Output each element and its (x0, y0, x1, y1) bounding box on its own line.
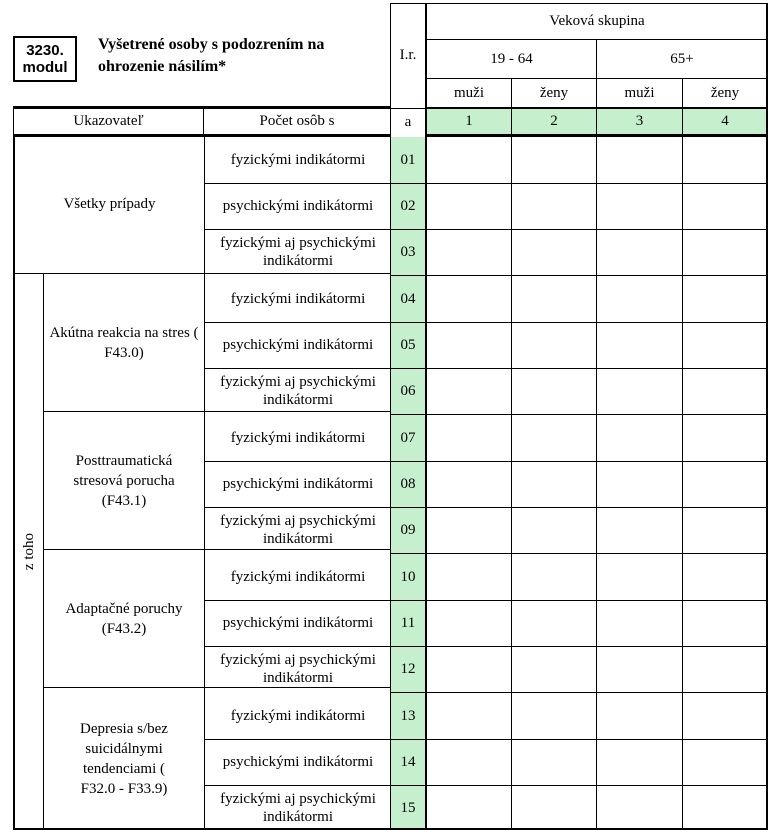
data-cell[interactable] (597, 507, 682, 553)
data-cell[interactable] (427, 507, 511, 553)
data-cell[interactable] (683, 693, 767, 739)
data-cell[interactable] (683, 229, 767, 275)
row-number: 02 (400, 197, 416, 214)
data-cell[interactable] (512, 276, 596, 322)
indicator-type-label: psychickými indikátormi (222, 337, 374, 353)
indicator-type-label: fyzickými aj psychickými indikátormi (220, 374, 376, 408)
indicator-header: Ukazovateľ (13, 108, 204, 135)
data-cell[interactable] (427, 322, 511, 368)
sex-women-1: ženy (539, 84, 569, 101)
indicator-type-label: psychickými indikátormi (222, 476, 374, 492)
sex-men-1: muži (454, 84, 484, 101)
col-number-3: 3 (635, 113, 644, 129)
row-number: 04 (400, 290, 416, 307)
row-number: 06 (400, 382, 416, 399)
row-number: 03 (400, 243, 416, 260)
age-group-header: Veková skupina (549, 12, 645, 29)
data-cell[interactable] (683, 415, 767, 461)
age-group-19-64: 19 - 64 (490, 50, 533, 67)
indicator-type-label: fyzickými aj psychickými indikátormi (220, 652, 376, 686)
data-cell[interactable] (683, 507, 767, 553)
data-cell[interactable] (427, 693, 511, 739)
data-cell[interactable] (683, 461, 767, 507)
data-cell[interactable] (683, 554, 767, 600)
data-cell[interactable] (512, 507, 596, 553)
group-acute-stress: Akútna reakcia na stres ( F43.0) (49, 324, 199, 361)
sex-women-2: ženy (710, 84, 740, 101)
data-cell[interactable] (683, 785, 767, 831)
rule (682, 107, 683, 136)
data-cell[interactable] (597, 183, 682, 229)
data-cell[interactable] (683, 646, 767, 692)
data-cell[interactable] (597, 229, 682, 275)
row-number-header: I.r. (399, 46, 417, 63)
subset-label-cell (15, 274, 43, 829)
group-adjustment: Adaptačné poruchy (F43.2) (65, 600, 183, 637)
data-cell[interactable] (512, 554, 596, 600)
rule (682, 78, 683, 108)
col-letter-a: a (391, 108, 425, 135)
data-cell[interactable] (427, 276, 511, 322)
data-cell[interactable] (427, 554, 511, 600)
data-cell[interactable] (512, 646, 596, 692)
col-number-1: 1 (465, 113, 473, 129)
data-cell[interactable] (597, 368, 682, 414)
rule (511, 78, 512, 108)
page-title: Vyšetrené osoby s podozrením na ohrozenie násilím* (98, 36, 325, 75)
data-cell[interactable] (427, 137, 511, 183)
row-number: 13 (400, 707, 416, 724)
indicator-type-label: fyzickými indikátormi (230, 708, 366, 724)
data-cell[interactable] (683, 368, 767, 414)
row-number: 05 (400, 336, 416, 353)
data-cell[interactable] (512, 739, 596, 785)
data-cell[interactable] (512, 229, 596, 275)
data-cell[interactable] (683, 600, 767, 646)
data-cell[interactable] (597, 693, 682, 739)
data-cell[interactable] (427, 229, 511, 275)
indicator-type-label: fyzickými aj psychickými indikátormi (220, 513, 376, 547)
rule (511, 107, 512, 136)
data-cell[interactable] (597, 554, 682, 600)
data-cell[interactable] (512, 183, 596, 229)
data-cell[interactable] (512, 322, 596, 368)
data-cell[interactable] (427, 415, 511, 461)
indicator-type-label: fyzickými aj psychickými indikátormi (220, 235, 376, 269)
sex-men-2: muži (624, 84, 655, 101)
count-header: Počet osôb s (204, 108, 391, 135)
row-number: 12 (400, 660, 416, 677)
data-cell[interactable] (597, 646, 682, 692)
data-cell[interactable] (427, 183, 511, 229)
data-cell[interactable] (597, 461, 682, 507)
data-cell[interactable] (427, 785, 511, 831)
data-cell[interactable] (427, 739, 511, 785)
data-cell[interactable] (597, 415, 682, 461)
col-number-4: 4 (721, 113, 729, 129)
data-cell[interactable] (512, 600, 596, 646)
data-cell[interactable] (512, 137, 596, 183)
data-cell[interactable] (683, 137, 767, 183)
module-code: 3230. (26, 42, 64, 59)
row-number: 14 (400, 753, 416, 770)
data-cell[interactable] (683, 183, 767, 229)
indicator-type-label: psychickými indikátormi (222, 198, 374, 214)
data-cell[interactable] (597, 137, 682, 183)
indicator-type-label: fyzickými indikátormi (230, 152, 366, 168)
data-cell[interactable] (597, 322, 682, 368)
data-cell[interactable] (427, 646, 511, 692)
indicator-type-label: fyzickými indikátormi (230, 291, 366, 307)
indicator-type-label: fyzickými indikátormi (230, 430, 366, 446)
group-all-cases: Všetky prípady (63, 196, 156, 212)
group-depression: Depresia s/bez suicidálnymi tendenciami ( F32.0 - F33.9) (80, 720, 168, 797)
indicator-type-label: fyzickými indikátormi (230, 569, 366, 585)
data-cell[interactable] (597, 600, 682, 646)
data-cell[interactable] (597, 276, 682, 322)
data-cell[interactable] (683, 276, 767, 322)
row-number: 07 (400, 429, 416, 446)
group-ptsd: Posttraumatická stresová porucha (F43.1) (73, 452, 175, 509)
rule (596, 107, 597, 136)
data-cell[interactable] (512, 368, 596, 414)
data-cell[interactable] (512, 785, 596, 831)
row-number: 10 (400, 568, 416, 585)
data-cell[interactable] (683, 739, 767, 785)
row-number: 09 (400, 521, 416, 538)
row-number: 08 (400, 475, 416, 492)
module-code-box (13, 36, 77, 82)
subset-label: z toho (20, 532, 37, 571)
row-number: 11 (400, 614, 416, 631)
data-cell[interactable] (512, 693, 596, 739)
indicator-type-label: fyzickými aj psychickými indikátormi (220, 791, 376, 825)
data-cell[interactable] (427, 600, 511, 646)
module-label: modul (22, 59, 68, 76)
data-cell[interactable] (427, 461, 511, 507)
indicator-type-label: psychickými indikátormi (222, 754, 374, 770)
row-number: 01 (400, 151, 416, 168)
data-cell[interactable] (683, 322, 767, 368)
data-cell[interactable] (427, 368, 511, 414)
row-number: 15 (400, 799, 416, 816)
data-cell[interactable] (597, 785, 682, 831)
age-group-65-plus: 65+ (670, 50, 694, 67)
data-cell[interactable] (597, 739, 682, 785)
data-cell[interactable] (512, 461, 596, 507)
data-cell[interactable] (512, 415, 596, 461)
indicator-type-label: psychickými indikátormi (222, 615, 374, 631)
col-number-2: 2 (550, 113, 558, 129)
